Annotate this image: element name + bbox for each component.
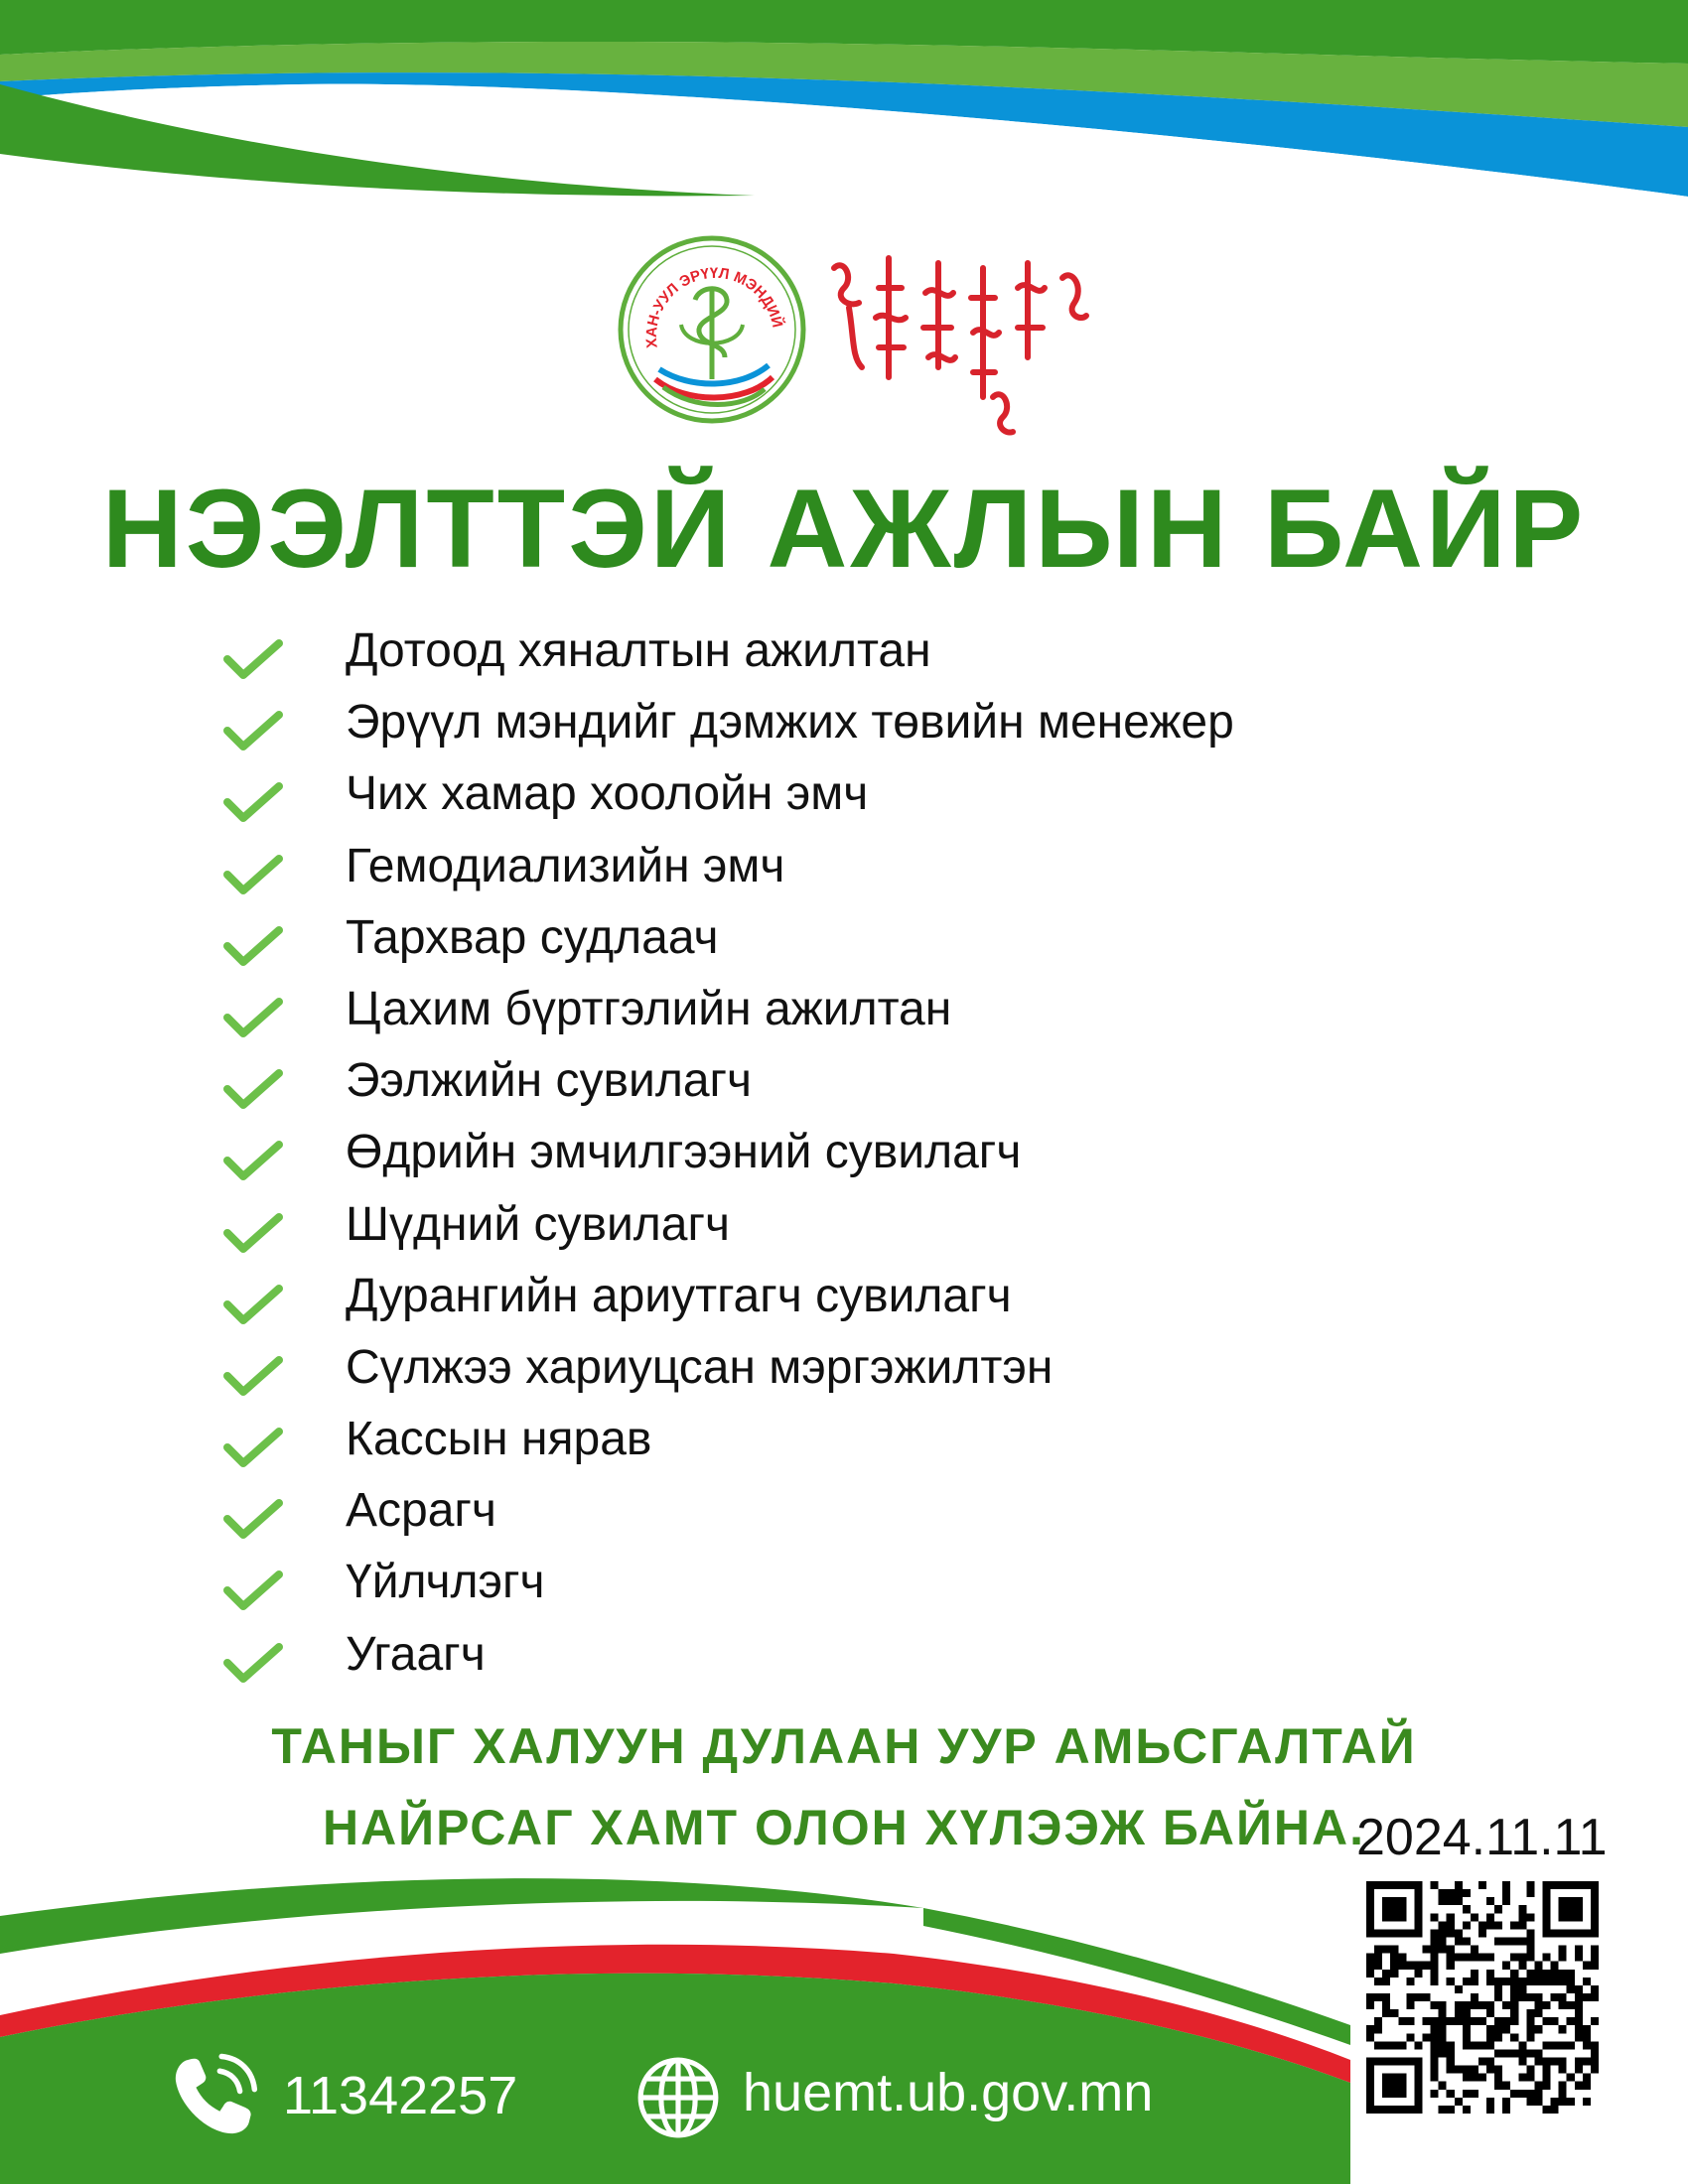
checkmark-icon [223, 780, 283, 824]
checkmark-icon [223, 637, 283, 681]
job-title: Дурангийн ариутгагч сувилагч [346, 1269, 1012, 1322]
bottom-green-swoosh [0, 1878, 923, 1954]
welcome-line-2: НАЙРСАГ ХАМТ ОЛОН ХҮЛЭЭЖ БАЙНА. [322, 1800, 1366, 1855]
job-title: Чих хамар хоолойн эмч [346, 767, 869, 821]
checkmark-icon [223, 1139, 283, 1182]
job-title: Дотоод хяналтын ажилтан [346, 624, 931, 677]
qr-code[interactable] [1366, 1881, 1599, 2114]
checkmark-icon [223, 1067, 283, 1111]
posting-date: 2024.11.11 [1356, 1809, 1608, 1866]
checkmark-icon [223, 996, 283, 1039]
checkmark-icon [223, 709, 283, 752]
checkmark-icon [223, 924, 283, 968]
phone-icon [167, 2051, 258, 2142]
job-title: Кассын нярав [346, 1413, 652, 1466]
logo-ring-text: ХАН-УУЛ ЭРҮҮЛ МЭНДИЙ [642, 264, 786, 349]
welcome-line-1: ТАНЫГ ХАЛУУН ДУЛААН УУР АМЬСГАЛТАЙ [271, 1718, 1417, 1774]
checkmark-icon [223, 1497, 283, 1541]
page-title: НЭЭЛТТЭЙ АЖЛЫН БАЙР [101, 467, 1587, 591]
job-title: Цахим бүртгэлийн ажилтан [346, 982, 952, 1035]
job-title: Сүлжээ хариуцсан мэргэжилтэн [346, 1340, 1054, 1394]
welcome-message [248, 1706, 1440, 1868]
job-title: Асрагч [346, 1484, 496, 1538]
website-link[interactable]: huemt.ub.gov.mn [743, 2063, 1154, 2122]
job-title: Гемодиализийн эмч [346, 839, 785, 892]
job-title: Өдрийн эмчилгээний сувилагч [346, 1126, 1022, 1179]
checkmark-icon [223, 1569, 283, 1612]
job-title: Үйлчлэгч [346, 1556, 545, 1609]
globe-icon [635, 2055, 721, 2140]
checkmark-icon [223, 1354, 283, 1398]
checkmark-icon [223, 1283, 283, 1326]
job-title: Шүдний сувилагч [346, 1197, 730, 1251]
checkmark-icon [223, 853, 283, 896]
job-title: Угаагч [346, 1627, 486, 1681]
phone-number[interactable]: 11342257 [283, 2066, 518, 2125]
job-title: Тархвар судлаач [346, 910, 719, 964]
checkmark-icon [223, 1641, 283, 1685]
checkmark-icon [223, 1211, 283, 1255]
job-title: Эрүүл мэндийг дэмжих төвийн менежер [346, 696, 1234, 750]
mongolian-script-logotype [824, 248, 1092, 447]
checkmark-icon [223, 1426, 283, 1469]
hospital-logo [616, 230, 809, 429]
job-title: Ээлжийн сувилагч [346, 1054, 753, 1108]
